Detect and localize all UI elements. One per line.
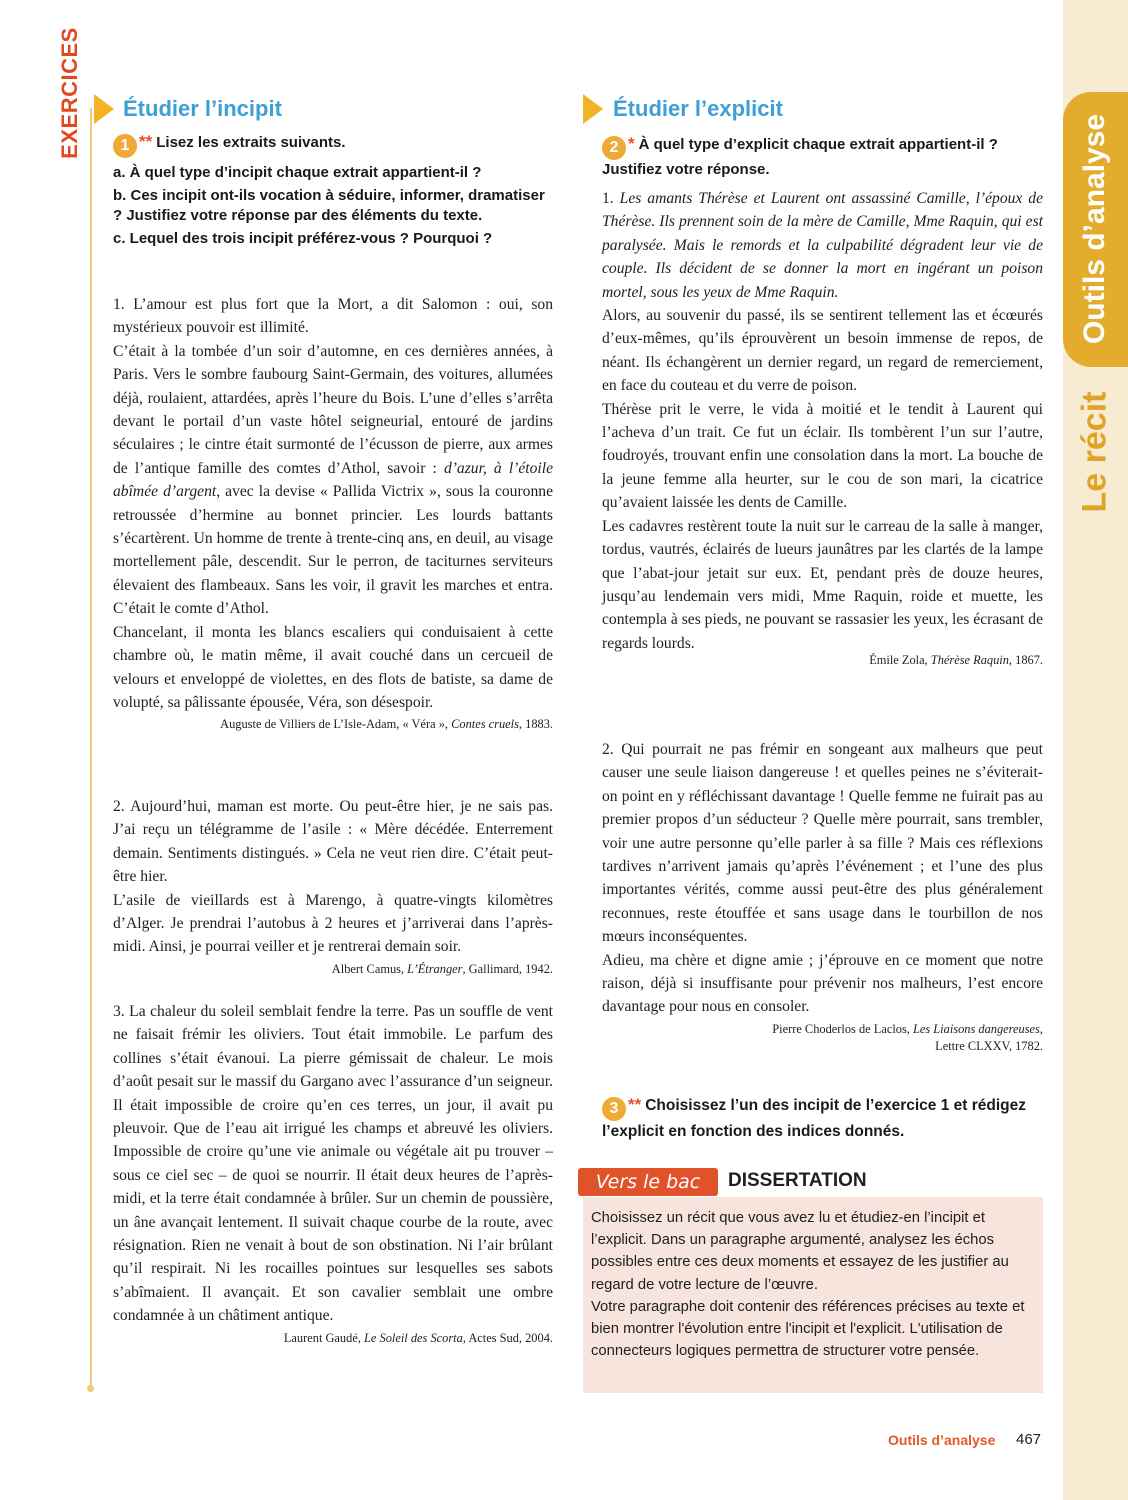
paragraph: [113, 340, 553, 621]
paragraph: Chancelant, il monta les blancs escaliers qui conduisaient à cette chambre où, le matin même, il avait couché dans un cercueil de velours et enveloppé de violettes, en des flots de batiste, sa dame de volupté, sa pâlissante épousée, Véra, son désespoir.: [113, 623, 553, 711]
paragraph: Thérèse prit le verre, le vida à moitié et le tendit à Laurent qui l’acheva d’un trait. Ce fut un éclair. Ils tombèrent l’un sur l’autre, foudroyés, trouvant enfin une consolation dans la mort. La bouche de la jeune femme alla heurter, sur le cou de son mari, la cicatrice qu’avaient laissée les dents de Camille.: [602, 400, 1043, 512]
extract-1-therese-raquin: [602, 187, 1043, 669]
section-title-incipit: Étudier l’incipit: [123, 96, 282, 121]
paragraph: Choisissez un récit que vous avez lu et étudiez-en l’incipit et l’explicit. Dans un paragraphe argumenté, analysez les échos possibles entre ces deux moments et essayez de les justifier au regard de votre lecture de l’œuvre.: [591, 1210, 1009, 1293]
vers-le-bac-tag: Vers le bac: [578, 1168, 718, 1196]
source-citation: [113, 716, 553, 733]
source-date: , Actes Sud, 2004.: [462, 1330, 553, 1345]
paragraph: Alors, au souvenir du passé, ils se sentirent tellement las et écœurés d’eux-mêmes, qu’ils éprouvèrent un besoin immense de repos, de néant. Ils échangèrent un dernier regard, un regard de remerciement, en face du couteau et du verre de poison.: [602, 307, 1043, 395]
source-citation: [602, 1021, 1043, 1055]
source-title: Contes cruels: [451, 717, 519, 732]
footer-section-label: Outils d’analyse: [888, 1432, 996, 1448]
difficulty-stars: *: [628, 134, 635, 153]
dissertation-title: DISSERTATION: [728, 1170, 867, 1191]
exercise-number-badge: 1: [113, 134, 137, 158]
source-title: Thérèse Raquin: [930, 653, 1009, 668]
difficulty-stars: **: [139, 132, 153, 151]
source-title: Le Soleil des Scorta: [364, 1330, 463, 1345]
source-citation: [113, 961, 553, 978]
difficulty-stars: **: [628, 1095, 642, 1114]
section-arrow-icon: [583, 94, 603, 124]
paragraph: Votre paragraphe doit contenir des références précises au texte et bien montrer l'évolution entre l'incipit et l'explicit. L'utilisation de connecteurs logiques permettra de structurer votre pensée.: [591, 1298, 1025, 1360]
side-tab-chapter-label: Le récit: [1075, 391, 1114, 513]
exercise-prompt: Lisez les extraits suivants.: [156, 134, 346, 151]
section-title-explicit: Étudier l’explicit: [613, 96, 783, 121]
extract-1-veras: [113, 293, 553, 733]
paragraph: Adieu, ma chère et digne amie ; j’éprouve en ce moment que notre raison, déjà si insuffisante pour prévenir nos malheurs, l’est encore davantage pour nous en consoler.: [602, 951, 1043, 1016]
source-date: , 1867.: [1008, 653, 1043, 668]
exercise-1-instructions: [113, 132, 553, 252]
source-letter: Lettre CLXXV, 1782.: [935, 1038, 1043, 1053]
page-number: 467: [1016, 1431, 1042, 1448]
extract-2-liaisons: [602, 738, 1043, 1055]
source-citation: [113, 1330, 553, 1347]
italic-run: d’azur, à l’étoile abîmée d’argent: [113, 459, 553, 501]
extract-2-etranger: [113, 795, 553, 978]
paragraph: 3. La chaleur du soleil semblait fendre la terre. Pas un souffle de vent ne faisait frémir les oliviers. Tout était immobile. Le parfum des collines s’était évanoui. La pierre gémissait de chaleur. Le mois d’août pesait sur le massif du Gargano avec l’assurance d’un seigneur. Il était impossible de croire qu’en ces terres, un jour, il avait pu pleuvoir. Que de l’eau ait irrigué les champs et abreuvé les oliviers. Impossible de croire qu’une vie animale ou végétale ait pu trouver – sous ce ciel sec – de quoi se nourrir. Il était deux heures de l’après-midi, et la terre était condamnée à brûler. Sur un chemin de poussière, un âne avançait lentement. Il suivait chaque courbe de la route, avec résignation. Rien ne venait à bout de son obstination. Ni l’air brûlant qu’il respirait. Ni les rocailles pointues sur lesquelles ses sabots s’abîmaient. Il avançait. Et son cavalier semblait une ombre condamnée à un châtiment antique.: [113, 1003, 553, 1325]
paragraph: L’asile de vieillards est à Marengo, à quatre-vingts kilomètres d’Alger. Je prendrai l’autobus à 2 heures et j’arriverai dans l’après-midi. Ainsi, je pourrai veiller et je rentrerai demain soir.: [113, 891, 553, 956]
question-a: a. À quel type d’incipit chaque extrait appartient-il ?: [113, 164, 482, 181]
paragraph: 1. L’amour est plus fort que la Mort, a dit Salomon : oui, son mystérieux pouvoir est illimité.: [113, 296, 553, 337]
exercise-prompt: Choisissez l’un des incipit de l’exercice 1 et rédigez l’explicit en fonction des indices donnés.: [602, 1097, 1026, 1140]
text-run: C’était à la tombée d’un soir d’automne, en ces dernières années, à Paris. Vers le sombre faubourg Saint-Germain, des voitures, allumées déjà, roulaient, attardées, après l’heure du Bois. L’une d’elles s’arrêta devant le portail d’un vaste hôtel seigneurial, entouré de jardins séculaires ; le cintre était surmonté de l’écusson de pierre, aux armes de l’antique famille des comtes d’Athol, savoir :: [113, 342, 553, 477]
source-date: , Gallimard, 1942.: [462, 961, 553, 976]
text-run: 1.: [602, 190, 620, 207]
source-author: Pierre Choderlos de Laclos,: [772, 1021, 913, 1036]
text-run: , avec la devise « Pallida Victrix », sous la couronne retroussée d’hermine au bonnet princier. Les lourds battants s’écartèrent. Un homme de trente à trente-cinq ans, en deuil, au visage mortellement pâle, descendit. Sur le perron, de taciturnes serviteurs élevaient des flambeaux. Sans les voir, il gravit les marches et entra. C’était le comte d’Athol.: [113, 483, 553, 618]
italic-intro: Les amants Thérèse et Laurent ont assassiné Camille, l’époux de Thérèse. Ils prennent soin de la mère de Camille, Mme Raquin, qui est paralysée. Mais le remords et la culpabilité dégradent leur vie de couple. Ils décident de se donner la mort en ingérant un poison mortel, sous les yeux de Mme Raquin.: [602, 190, 1044, 301]
section-arrow-icon: [94, 94, 114, 124]
exercise-3-instructions: [602, 1094, 1043, 1146]
source-author: Auguste de Villiers de L’Isle-Adam, « Véra »,: [220, 717, 452, 732]
paragraph: 2. Qui pourrait ne pas frémir en songeant aux malheurs que peut causer une seule liaison dangereuse ! et quelles peines ne s’éviterait-on point en y réfléchissant davantage ! Quelle femme ne fuirait pas au premier propos d’un séducteur ? Quelle mère pourrait, sans trembler, voir une autre personne qu’elle parler à sa fille ? Mais ces réflexions tardives n’arrivent jamais qu’après l’événement ; et l’une des plus importantes vérités, comme aussi peut-être des plus généralement reconnues, reste étouffée et sans usage dans le tourbillon de nos mœurs inconséquentes.: [602, 741, 1043, 946]
source-title: Les Liaisons dangereuses: [912, 1021, 1040, 1036]
source-author: Albert Camus,: [331, 961, 408, 976]
exercise-2-instructions: [602, 134, 1043, 183]
exercise-number-badge: 2: [602, 136, 626, 160]
source-author: Laurent Gaudé,: [283, 1330, 365, 1345]
exercise-prompt: À quel type d’explicit chaque extrait appartient-il ? Justifiez votre réponse.: [602, 136, 998, 178]
margin-rule-dot: [87, 1385, 94, 1392]
dissertation-box: [583, 1197, 1043, 1393]
source-title: L’Étranger: [407, 961, 463, 976]
side-tab-section-label: Outils d’analyse: [1078, 113, 1111, 345]
question-c: c. Lequel des trois incipit préférez-vous ? Pourquoi ?: [113, 230, 493, 247]
paragraph: [602, 187, 1043, 304]
paragraph: Les cadavres restèrent toute la nuit sur le carreau de la salle à manger, tordus, vautrés, éclairés de lueurs jaunâtres par les clartés de la lampe que l’abat-jour jetait sur eux. Et, pendant près de douze heures, jusqu’au lendemain vers midi, Mme Raquin, roide et muette, les contempla à ses pieds, ne pouvant se rassasier les yeux, les écrasant de regards lourds.: [602, 517, 1043, 652]
exercices-label: EXERCICES: [57, 27, 82, 159]
source-date: , 1883.: [518, 717, 553, 732]
paragraph: 2. Aujourd’hui, maman est morte. Ou peut-être hier, je ne sais pas. J’ai reçu un télégramme de l’asile : « Mère décédée. Enterrement demain. Sentiments distingués. » Cela ne veut rien dire. C’était peut-être hier.: [113, 798, 553, 886]
question-b: b. Ces incipit ont-ils vocation à séduire, informer, dramatiser ? Justifiez votre réponse par des éléments du texte.: [113, 187, 545, 224]
extract-3-scorta: [113, 1000, 553, 1347]
source-date: ,: [1039, 1021, 1043, 1036]
exercise-number-badge: 3: [602, 1097, 626, 1121]
source-author: Émile Zola,: [869, 653, 931, 668]
margin-rule: [90, 108, 92, 1388]
